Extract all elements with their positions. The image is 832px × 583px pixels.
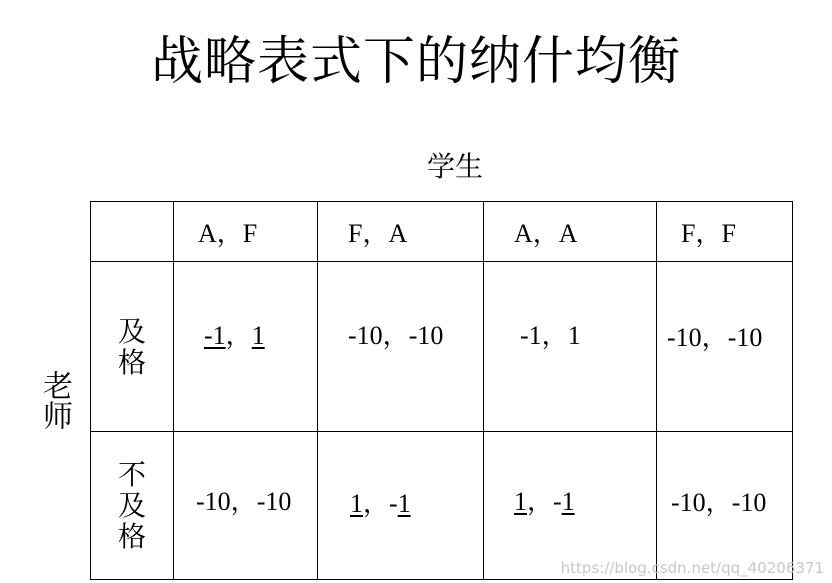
payoff-student: -10: [256, 487, 292, 516]
payoff-cell: [174, 432, 318, 580]
payoff-teacher: -1: [520, 321, 542, 350]
payoff-student: 1: [561, 487, 575, 516]
payoff-pair: [348, 315, 443, 352]
row-strategy-header: [91, 262, 174, 432]
payoff-student: -10: [727, 323, 763, 352]
payoff-pair: [671, 482, 766, 519]
column-strategy-header: F，F: [657, 202, 793, 262]
payoff-pair: [514, 481, 575, 518]
matrix-row: [91, 262, 793, 432]
payoff-teacher: -10: [348, 321, 383, 350]
column-player-label: 学生: [426, 150, 483, 183]
row-strategy-label: 及格: [117, 314, 146, 379]
payoff-pair: [667, 317, 762, 354]
row-strategy-label: 不及格: [117, 458, 146, 553]
payoff-student: 1: [251, 321, 265, 350]
payoff-teacher: -10: [671, 488, 706, 517]
payoff-separator: ，: [363, 489, 390, 518]
payoff-teacher: -1: [204, 321, 226, 350]
payoff-student: 1: [397, 489, 411, 518]
payoff-student: 1: [567, 321, 581, 350]
payoff-teacher: 1: [350, 489, 363, 518]
payoff-cell: [318, 432, 484, 580]
payoff-teacher: -10: [196, 487, 231, 516]
payoff-student: -10: [408, 321, 444, 350]
matrix-corner-cell: [91, 202, 174, 262]
payoff-separator: ，: [230, 487, 257, 516]
matrix-header-row: [91, 202, 793, 262]
row-player-label: 老师: [37, 370, 72, 430]
payoff-student: -10: [731, 488, 767, 517]
payoff-teacher: 1: [514, 487, 527, 516]
row-strategy-header: [91, 432, 174, 580]
payoff-separator: ，: [225, 321, 252, 350]
payoff-matrix: [90, 201, 793, 580]
column-strategy-header: A，A: [484, 202, 657, 262]
payoff-cell: [657, 262, 793, 432]
payoff-separator: ，: [541, 321, 568, 350]
page-title: 战略表式下的纳什均衡: [150, 32, 681, 92]
payoff-separator: ，: [705, 488, 732, 517]
watermark: https://blog.csdn.net/qq_40206371: [560, 559, 824, 577]
payoff-separator: ，: [382, 321, 409, 350]
payoff-sign: -: [553, 487, 562, 516]
payoff-cell: [318, 262, 484, 432]
payoff-pair: [520, 315, 581, 352]
payoff-cell: [174, 262, 318, 432]
column-strategy-header: A，F: [174, 202, 318, 262]
payoff-cell: [484, 262, 657, 432]
payoff-sign: -: [389, 489, 398, 518]
matrix-row: [91, 432, 793, 580]
payoff-pair: [350, 483, 411, 520]
payoff-pair: [204, 315, 265, 352]
payoff-pair: [196, 481, 291, 518]
payoff-separator: ，: [527, 487, 554, 516]
payoff-cell: [484, 432, 657, 580]
payoff-teacher: -10: [667, 323, 702, 352]
payoff-cell: [657, 432, 793, 580]
column-strategy-header: F，A: [318, 202, 484, 262]
payoff-separator: ，: [701, 323, 728, 352]
